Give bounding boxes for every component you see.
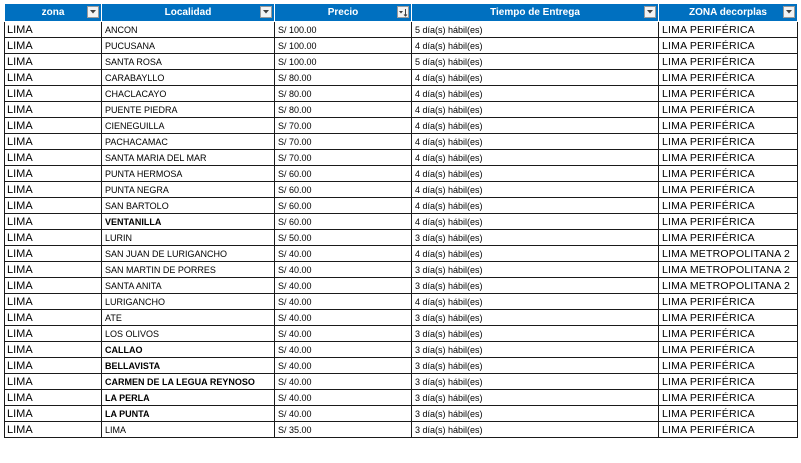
header-label: Localidad xyxy=(164,7,212,18)
cell-precio[interactable]: S/ 50.00 xyxy=(275,230,412,246)
table-row xyxy=(5,166,798,182)
cell-zona-decorplas[interactable]: LIMA PERIFÉRICA xyxy=(659,22,798,38)
cell-zona[interactable]: LIMA xyxy=(5,22,102,38)
cell-zona[interactable]: LIMA xyxy=(5,182,102,198)
cell-precio[interactable]: S/ 40.00 xyxy=(275,278,412,294)
cell-tiempo-entrega[interactable]: 4 día(s) hábil(es) xyxy=(412,70,659,86)
cell-localidad[interactable]: LA PERLA xyxy=(102,390,275,406)
table-row xyxy=(5,358,798,374)
cell-localidad[interactable]: VENTANILLA xyxy=(102,214,275,230)
cell-zona-decorplas[interactable]: LIMA PERIFÉRICA xyxy=(659,230,798,246)
cell-localidad[interactable]: SAN BARTOLO xyxy=(102,198,275,214)
cell-zona-decorplas[interactable]: LIMA METROPOLITANA 2 xyxy=(659,262,798,278)
cell-localidad[interactable]: BELLAVISTA xyxy=(102,358,275,374)
cell-zona-decorplas[interactable]: LIMA METROPOLITANA 2 xyxy=(659,246,798,262)
cell-precio[interactable]: S/ 70.00 xyxy=(275,118,412,134)
cell-zona-decorplas[interactable]: LIMA PERIFÉRICA xyxy=(659,310,798,326)
cell-tiempo-entrega[interactable]: 5 día(s) hábil(es) xyxy=(412,22,659,38)
header-precio xyxy=(275,4,412,22)
table-row xyxy=(5,214,798,230)
cell-zona-decorplas[interactable]: LIMA PERIFÉRICA xyxy=(659,406,798,422)
cell-zona[interactable]: LIMA xyxy=(5,406,102,422)
table-row xyxy=(5,390,798,406)
cell-zona[interactable]: LIMA xyxy=(5,326,102,342)
cell-zona-decorplas[interactable]: LIMA PERIFÉRICA xyxy=(659,182,798,198)
cell-tiempo-entrega[interactable]: 3 día(s) hábil(es) xyxy=(412,326,659,342)
table-row xyxy=(5,118,798,134)
header-zona-decorplas xyxy=(659,4,798,22)
cell-zona[interactable]: LIMA xyxy=(5,390,102,406)
cell-zona[interactable]: LIMA xyxy=(5,54,102,70)
cell-tiempo-entrega[interactable]: 4 día(s) hábil(es) xyxy=(412,38,659,54)
cell-zona[interactable]: LIMA xyxy=(5,134,102,150)
table-body xyxy=(5,22,798,438)
cell-tiempo-entrega[interactable]: 3 día(s) hábil(es) xyxy=(412,358,659,374)
cell-zona-decorplas[interactable]: LIMA PERIFÉRICA xyxy=(659,54,798,70)
cell-zona-decorplas[interactable]: LIMA PERIFÉRICA xyxy=(659,294,798,310)
cell-precio[interactable]: S/ 35.00 xyxy=(275,422,412,438)
cell-precio[interactable]: S/ 40.00 xyxy=(275,326,412,342)
header-label: Tiempo de Entrega xyxy=(490,7,580,18)
cell-tiempo-entrega[interactable]: 3 día(s) hábil(es) xyxy=(412,278,659,294)
cell-precio[interactable]: S/ 40.00 xyxy=(275,390,412,406)
header-tiempo-entrega xyxy=(412,4,659,22)
cell-localidad[interactable]: PUNTA HERMOSA xyxy=(102,166,275,182)
cell-tiempo-entrega[interactable]: 4 día(s) hábil(es) xyxy=(412,294,659,310)
cell-precio[interactable]: S/ 40.00 xyxy=(275,358,412,374)
cell-zona-decorplas[interactable]: LIMA PERIFÉRICA xyxy=(659,38,798,54)
cell-localidad[interactable]: CHACLACAYO xyxy=(102,86,275,102)
header-label: Precio xyxy=(327,7,359,18)
table-row xyxy=(5,38,798,54)
table-row xyxy=(5,310,798,326)
cell-localidad[interactable]: PUCUSANA xyxy=(102,38,275,54)
cell-tiempo-entrega[interactable]: 3 día(s) hábil(es) xyxy=(412,262,659,278)
cell-localidad[interactable]: CARABAYLLO xyxy=(102,70,275,86)
cell-zona[interactable]: LIMA xyxy=(5,150,102,166)
cell-precio[interactable]: S/ 60.00 xyxy=(275,198,412,214)
cell-localidad[interactable]: LURIN xyxy=(102,230,275,246)
cell-zona-decorplas[interactable]: LIMA PERIFÉRICA xyxy=(659,198,798,214)
cell-zona[interactable]: LIMA xyxy=(5,246,102,262)
cell-precio[interactable]: S/ 80.00 xyxy=(275,102,412,118)
cell-zona[interactable]: LIMA xyxy=(5,422,102,438)
cell-localidad[interactable]: LIMA xyxy=(102,422,275,438)
chevron-down-icon xyxy=(646,9,654,15)
cell-precio[interactable]: S/ 70.00 xyxy=(275,150,412,166)
cell-tiempo-entrega[interactable]: 3 día(s) hábil(es) xyxy=(412,406,659,422)
header-localidad xyxy=(102,4,275,22)
cell-tiempo-entrega[interactable]: 4 día(s) hábil(es) xyxy=(412,182,659,198)
cell-zona[interactable]: LIMA xyxy=(5,70,102,86)
cell-localidad[interactable]: PUNTA NEGRA xyxy=(102,182,275,198)
cell-localidad[interactable]: LOS OLIVOS xyxy=(102,326,275,342)
table-row xyxy=(5,150,798,166)
table-row xyxy=(5,262,798,278)
cell-localidad[interactable]: SANTA MARIA DEL MAR xyxy=(102,150,275,166)
cell-precio[interactable]: S/ 40.00 xyxy=(275,310,412,326)
table-row xyxy=(5,278,798,294)
chevron-down-icon xyxy=(785,9,793,15)
cell-zona-decorplas[interactable]: LIMA PERIFÉRICA xyxy=(659,102,798,118)
filter-sort-button[interactable] xyxy=(397,6,409,18)
table-row xyxy=(5,294,798,310)
cell-zona-decorplas[interactable]: LIMA PERIFÉRICA xyxy=(659,342,798,358)
cell-zona[interactable]: LIMA xyxy=(5,294,102,310)
cell-localidad[interactable]: CIENEGUILLA xyxy=(102,118,275,134)
cell-zona[interactable]: LIMA xyxy=(5,198,102,214)
table-row xyxy=(5,70,798,86)
cell-localidad[interactable]: SANTA ANITA xyxy=(102,278,275,294)
table-row xyxy=(5,422,798,438)
table-row xyxy=(5,326,798,342)
table-row xyxy=(5,342,798,358)
header-label: zona xyxy=(41,7,65,18)
cell-tiempo-entrega[interactable]: 4 día(s) hábil(es) xyxy=(412,214,659,230)
table-row xyxy=(5,102,798,118)
chevron-down-icon xyxy=(262,9,270,15)
cell-tiempo-entrega[interactable]: 3 día(s) hábil(es) xyxy=(412,390,659,406)
table-row xyxy=(5,134,798,150)
cell-precio[interactable]: S/ 60.00 xyxy=(275,166,412,182)
filter-dropdown-button[interactable] xyxy=(260,6,272,18)
cell-zona[interactable]: LIMA xyxy=(5,374,102,390)
sort-ascending-icon xyxy=(398,8,408,17)
cell-zona[interactable]: LIMA xyxy=(5,358,102,374)
header-zona xyxy=(5,4,102,22)
cell-zona-decorplas[interactable]: LIMA PERIFÉRICA xyxy=(659,166,798,182)
cell-zona-decorplas[interactable]: LIMA PERIFÉRICA xyxy=(659,214,798,230)
cell-localidad[interactable]: CALLAO xyxy=(102,342,275,358)
cell-tiempo-entrega[interactable]: 5 día(s) hábil(es) xyxy=(412,54,659,70)
table-row xyxy=(5,198,798,214)
cell-precio[interactable]: S/ 40.00 xyxy=(275,406,412,422)
cell-zona-decorplas[interactable]: LIMA PERIFÉRICA xyxy=(659,118,798,134)
table-row xyxy=(5,406,798,422)
cell-tiempo-entrega[interactable]: 3 día(s) hábil(es) xyxy=(412,422,659,438)
cell-precio[interactable]: S/ 40.00 xyxy=(275,294,412,310)
table-row xyxy=(5,230,798,246)
cell-zona-decorplas[interactable]: LIMA PERIFÉRICA xyxy=(659,374,798,390)
cell-zona[interactable]: LIMA xyxy=(5,86,102,102)
cell-tiempo-entrega[interactable]: 4 día(s) hábil(es) xyxy=(412,118,659,134)
cell-zona[interactable]: LIMA xyxy=(5,102,102,118)
cell-localidad[interactable]: PACHACAMAC xyxy=(102,134,275,150)
cell-tiempo-entrega[interactable]: 4 día(s) hábil(es) xyxy=(412,198,659,214)
cell-precio[interactable]: S/ 100.00 xyxy=(275,22,412,38)
cell-zona-decorplas[interactable]: LIMA PERIFÉRICA xyxy=(659,390,798,406)
cell-localidad[interactable]: CARMEN DE LA LEGUA REYNOSO xyxy=(102,374,275,390)
cell-localidad[interactable]: LURIGANCHO xyxy=(102,294,275,310)
cell-localidad[interactable]: SANTA ROSA xyxy=(102,54,275,70)
cell-zona-decorplas[interactable]: LIMA PERIFÉRICA xyxy=(659,86,798,102)
filter-dropdown-button[interactable] xyxy=(783,6,795,18)
filter-dropdown-button[interactable] xyxy=(644,6,656,18)
spreadsheet xyxy=(4,3,797,438)
cell-localidad[interactable]: PUENTE PIEDRA xyxy=(102,102,275,118)
table-row xyxy=(5,182,798,198)
cell-zona[interactable]: LIMA xyxy=(5,214,102,230)
header-label: ZONA decorplas xyxy=(689,7,767,18)
cell-localidad[interactable]: LA PUNTA xyxy=(102,406,275,422)
cell-localidad[interactable]: SAN MARTIN DE PORRES xyxy=(102,262,275,278)
cell-zona-decorplas[interactable]: LIMA PERIFÉRICA xyxy=(659,326,798,342)
cell-zona[interactable]: LIMA xyxy=(5,166,102,182)
cell-precio[interactable]: S/ 70.00 xyxy=(275,134,412,150)
cell-tiempo-entrega[interactable]: 4 día(s) hábil(es) xyxy=(412,166,659,182)
cell-zona[interactable]: LIMA xyxy=(5,118,102,134)
cell-tiempo-entrega[interactable]: 3 día(s) hábil(es) xyxy=(412,342,659,358)
cell-zona[interactable]: LIMA xyxy=(5,278,102,294)
cell-precio[interactable]: S/ 40.00 xyxy=(275,374,412,390)
cell-tiempo-entrega[interactable]: 3 día(s) hábil(es) xyxy=(412,310,659,326)
cell-zona-decorplas[interactable]: LIMA PERIFÉRICA xyxy=(659,422,798,438)
cell-zona-decorplas[interactable]: LIMA PERIFÉRICA xyxy=(659,150,798,166)
table-row xyxy=(5,54,798,70)
table-row xyxy=(5,374,798,390)
chevron-down-icon xyxy=(89,9,97,15)
cell-precio[interactable]: S/ 100.00 xyxy=(275,38,412,54)
cell-zona-decorplas[interactable]: LIMA PERIFÉRICA xyxy=(659,134,798,150)
table-row xyxy=(5,86,798,102)
cell-tiempo-entrega[interactable]: 4 día(s) hábil(es) xyxy=(412,246,659,262)
shipping-rates-table xyxy=(4,3,798,438)
cell-tiempo-entrega[interactable]: 4 día(s) hábil(es) xyxy=(412,150,659,166)
cell-precio[interactable]: S/ 60.00 xyxy=(275,182,412,198)
cell-zona[interactable]: LIMA xyxy=(5,38,102,54)
cell-localidad[interactable]: SAN JUAN DE LURIGANCHO xyxy=(102,246,275,262)
cell-tiempo-entrega[interactable]: 4 día(s) hábil(es) xyxy=(412,86,659,102)
cell-precio[interactable]: S/ 60.00 xyxy=(275,214,412,230)
cell-precio[interactable]: S/ 40.00 xyxy=(275,262,412,278)
cell-zona-decorplas[interactable]: LIMA PERIFÉRICA xyxy=(659,70,798,86)
cell-zona[interactable]: LIMA xyxy=(5,342,102,358)
table-row xyxy=(5,246,798,262)
cell-zona-decorplas[interactable]: LIMA METROPOLITANA 2 xyxy=(659,278,798,294)
cell-precio[interactable]: S/ 80.00 xyxy=(275,86,412,102)
cell-localidad[interactable]: ATE xyxy=(102,310,275,326)
cell-zona[interactable]: LIMA xyxy=(5,262,102,278)
cell-precio[interactable]: S/ 40.00 xyxy=(275,246,412,262)
cell-precio[interactable]: S/ 80.00 xyxy=(275,70,412,86)
cell-tiempo-entrega[interactable]: 4 día(s) hábil(es) xyxy=(412,134,659,150)
cell-zona-decorplas[interactable]: LIMA PERIFÉRICA xyxy=(659,358,798,374)
cell-zona[interactable]: LIMA xyxy=(5,230,102,246)
filter-dropdown-button[interactable] xyxy=(87,6,99,18)
table-row xyxy=(5,22,798,38)
cell-localidad[interactable]: ANCON xyxy=(102,22,275,38)
cell-zona[interactable]: LIMA xyxy=(5,310,102,326)
cell-tiempo-entrega[interactable]: 4 día(s) hábil(es) xyxy=(412,102,659,118)
cell-tiempo-entrega[interactable]: 3 día(s) hábil(es) xyxy=(412,374,659,390)
cell-precio[interactable]: S/ 40.00 xyxy=(275,342,412,358)
header-row xyxy=(5,4,798,22)
cell-tiempo-entrega[interactable]: 3 día(s) hábil(es) xyxy=(412,230,659,246)
cell-precio[interactable]: S/ 100.00 xyxy=(275,54,412,70)
